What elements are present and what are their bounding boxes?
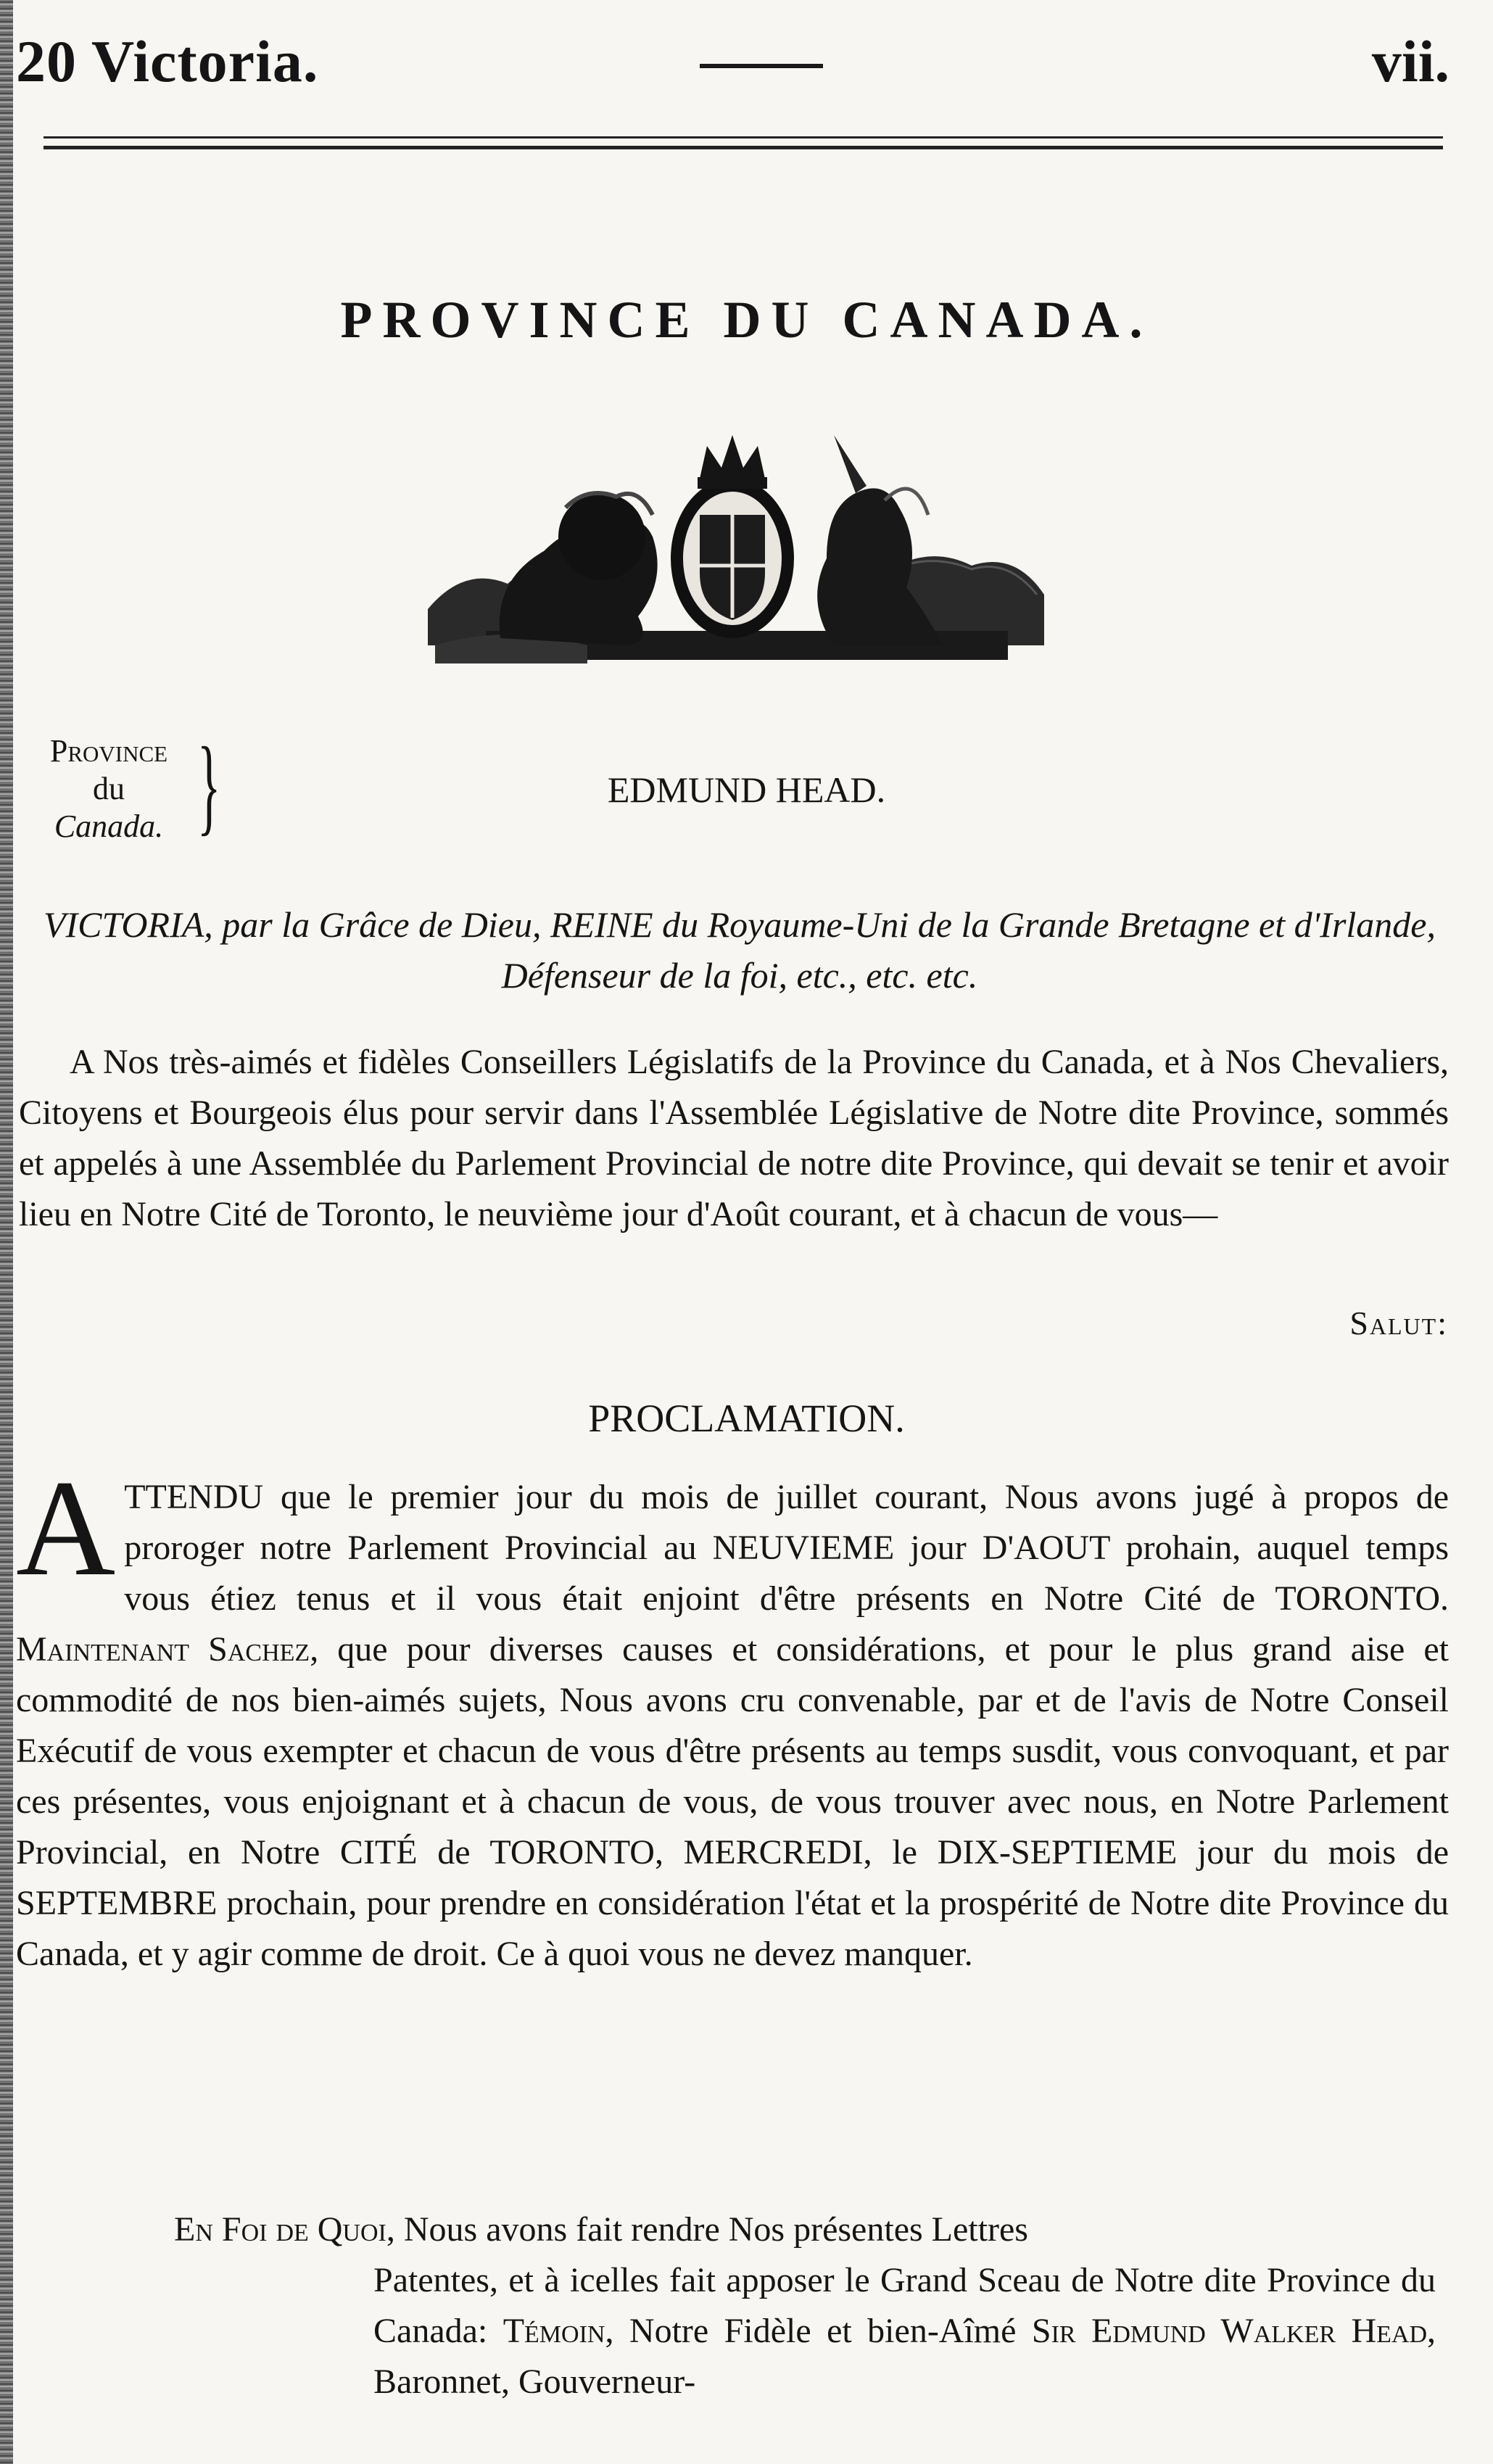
proclamation-text-part1: TTENDU que le premier jour du mois de juillet courant, Nous avons jugé à propos de proroger notre Parlement Provincial au NEUVIEME jour D'AOUT prohain, auquel temps vous étiez tenus et il vous était enjoint d'être présents en Notre Cité de TORONTO.: [124, 1478, 1449, 1618]
witness-line1-rest: Nous avons fait rendre Nos présentes Lettres: [403, 2210, 1028, 2249]
brace-icon: }: [197, 725, 221, 846]
governor-name: EDMUND HEAD.: [607, 769, 886, 810]
witness-clause: [174, 2204, 1436, 2407]
en-foi-de-quoi: En Foi de Quoi,: [174, 2210, 395, 2249]
witness-rest-a: Patentes, et à icelles fait apposer le Grand Sceau de Notre dite Province du Canada:: [373, 2261, 1436, 2350]
page-number: vii.: [1371, 28, 1449, 94]
proclamation-maintenant: Maintenant Sachez,: [16, 1630, 319, 1669]
royal-coat-of-arms-icon: [421, 428, 1051, 667]
proclamation-text-part2: que pour diverses causes et considérations, et pour le plus grand aise et commodité de nos bien-aimés sujets, Nous avons cru convenable, par et de l'avis de Notre Conseil Exécutif de vous exempter et chacun de vous d'être présents au temps susdit, vous convoquant, et par ces présentes, vous enjoignant et à chacun de vous, de vous trouver avec nous, en Notre Parlement Provincial, en Notre CITÉ de TORONTO, MERCREDI, le DIX-SEPTIEME jour du mois de SEPTEMBRE prochain, pour prendre en considération l'état et la prospérité de Notre dite Province du Canada, et y agir comme de droit. Ce à quoi vous ne devez manquer.: [16, 1630, 1449, 1973]
drop-cap: A: [16, 1452, 116, 1605]
temoin: Témoin,: [503, 2312, 614, 2350]
page-title: PROVINCE DU CANADA.: [340, 291, 1153, 349]
witness-continuation: [174, 2255, 1436, 2407]
side-label-line1: Province: [49, 733, 168, 769]
page-gutter: [0, 0, 13, 2464]
salutation: Salut:: [1349, 1305, 1448, 1341]
header-rule: [44, 136, 1443, 149]
proclamation-heading: PROCLAMATION.: [588, 1397, 905, 1440]
side-label-line3: Canada.: [54, 809, 164, 844]
victoria-title-line: VICTORIA, par la Grâce de Dieu, REINE du Royaume-Uni de la Grande Bretagne et d'Irlande, Défenseur de la foi, etc., etc. etc.: [43, 904, 1436, 996]
proclamation-paragraph: [16, 1452, 1449, 1980]
witness-rest-b: Notre Fidèle et bien-Aîmé: [629, 2312, 1017, 2350]
header-dash: [700, 64, 823, 68]
witness-first-line: [174, 2204, 1436, 2255]
running-header-left: 20 Victoria.: [16, 28, 319, 94]
address-paragraph: A Nos très-aimés et fidèles Conseillers Législatifs de la Province du Canada, et à Nos Chevaliers, Citoyens et Bourgeois élus pour servir dans l'Assemblée Législative de Notre dite Province, sommés et appelés à une Assemblée du Parlement Provincial de notre dite Province, qui devait se tenir et avoir lieu en Notre Cité de Toronto, le neuvième jour d'Août courant, et à chacun de vous—: [19, 1043, 1449, 1233]
witness-rest-c: Baronnet, Gouverneur-: [373, 2362, 696, 2401]
sir-edmund-walker-head: Sir Edmund Walker Head,: [1031, 2312, 1436, 2350]
side-label-line2: du: [93, 771, 125, 806]
